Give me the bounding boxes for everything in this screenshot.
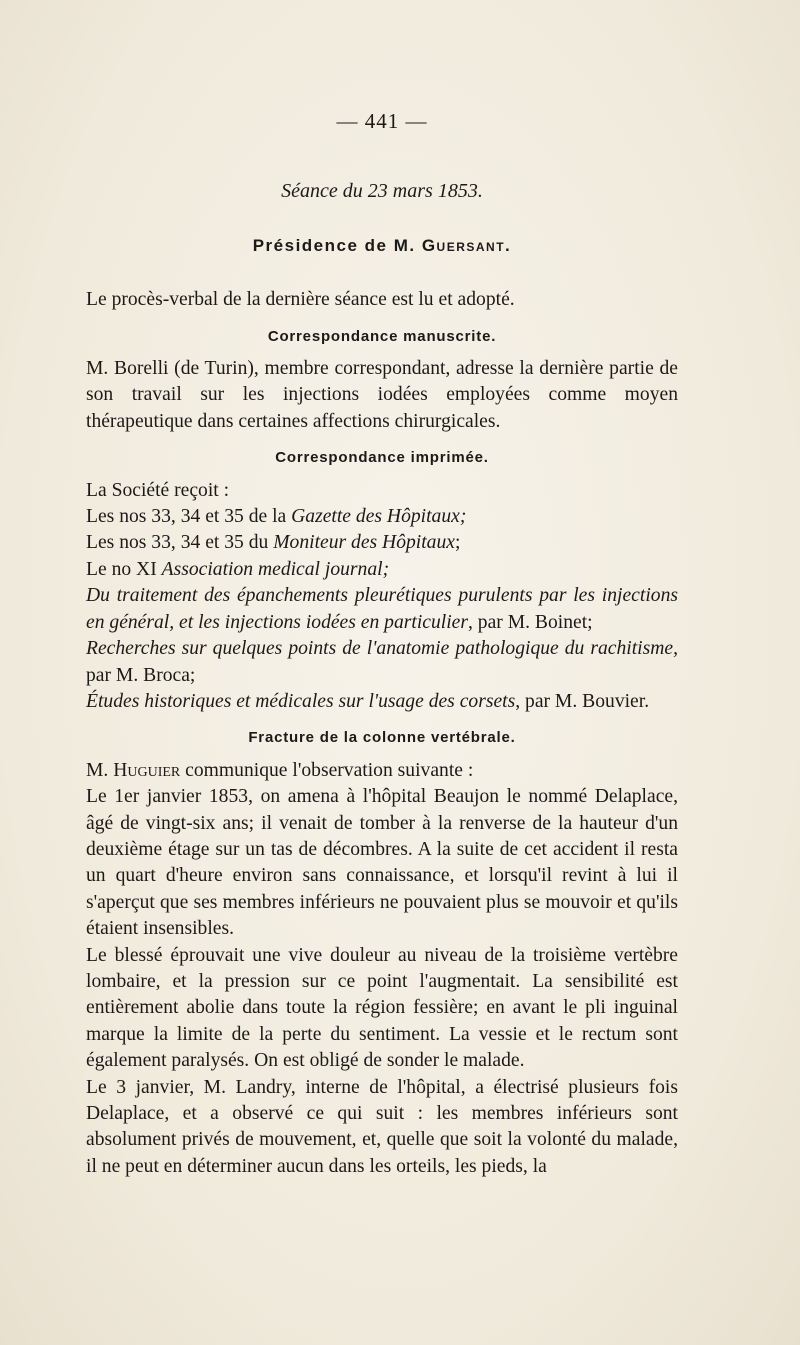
- session-title: Séance du 23 mars 1853.: [281, 180, 483, 203]
- printed-item-post: par M. Broca;: [86, 664, 196, 686]
- printed-item-post: , par M. Bouvier.: [515, 690, 650, 712]
- fracture-paragraph: Le 1er janvier 1853, on amena à l'hôpital Beaujon le nommé Delaplace, âgé de vingt-six ans; il venait de tomber à la renverse de la hauteur d'un deuxième étage sur un tas de décombres. A la suite de cet accident il resta un quart d'heure environ sans connaissance, et lorsqu'il revint à lui il s'aperçut que ses membres inférieurs ne pouvaient plus se mouvoir et qu'ils étaient insensibles.: [86, 786, 678, 940]
- printed-items-list: [86, 504, 678, 715]
- page-number: — 441 —: [336, 109, 428, 133]
- handwritten-correspondence-heading: Correspondance manuscrite.: [267, 327, 497, 345]
- printed-item-title: Études historiques et médicales sur l'usage des corsets: [86, 690, 516, 712]
- printed-item: [86, 557, 678, 583]
- printed-item-title: Gazette des Hôpitaux;: [291, 506, 467, 528]
- presidency-heading: [86, 233, 678, 259]
- text-column: [86, 108, 678, 1180]
- printed-item: [86, 504, 678, 530]
- printed-correspondence-heading: Correspondance imprimée.: [275, 449, 489, 467]
- fracture-intro-prefix: M.: [86, 759, 109, 781]
- printed-item: [86, 583, 678, 636]
- printed-item-title: Recherches sur quelques points de l'anatomie pathologique du rachitisme,: [86, 638, 678, 660]
- printed-item-title: Du traitement des épanchements pleurétiques purulents par les injections en général, et les injections iodées en particulier: [86, 585, 678, 633]
- handwritten-correspondence-text: M. Borelli (de Turin), membre correspondant, adresse la dernière partie de son travail sur les injections iodées employées comme moyen thérapeutique dans certaines affections chirurgicales.: [86, 358, 678, 432]
- printed-item-title: Moniteur des Hôpitaux: [273, 532, 455, 554]
- printed-correspondence-intro: La Société reçoit :: [86, 479, 230, 501]
- presidency-prefix: Présidence de M.: [252, 235, 416, 255]
- printed-item-post: ;: [454, 532, 461, 554]
- fracture-intro-rest: communique l'observation suivante :: [180, 759, 474, 781]
- printed-item-pre: Le no XI: [86, 558, 162, 580]
- printed-item: [86, 636, 678, 689]
- fracture-paragraph: Le 3 janvier, M. Landry, interne de l'hôpital, a électrisé plusieurs fois Delaplace, et a observé ce qui suit : les membres inférieurs sont absolument privés de mouvement, et, quelle que soit la volonté du malade, il ne peut en déterminer aucun dans les orteils, les pieds, la: [86, 1076, 678, 1177]
- printed-item: [86, 689, 678, 715]
- fracture-intro-name: Huguier: [113, 759, 181, 781]
- presidency-name: Guersant.: [421, 235, 512, 255]
- fracture-intro: [86, 758, 678, 784]
- fracture-paragraph: Le blessé éprouvait une vive douleur au niveau de la troisième vertèbre lombaire, et la pression sur ce point l'augmentait. La sensibilité est entièrement abolie dans toute la région fessière; en avant le pli inguinal marque la limite de la perte du sentiment. La vessie et le rectum sont également paralysés. On est obligé de sonder le malade.: [86, 944, 678, 1072]
- fracture-heading: Fracture de la colonne vertébrale.: [248, 729, 516, 747]
- printed-item-title: Association medical journal;: [161, 558, 390, 580]
- printed-item-post: , par M. Boinet;: [467, 611, 593, 633]
- minutes-paragraph: Le procès-verbal de la dernière séance est lu et adopté.: [86, 289, 515, 311]
- printed-item-pre: Les nos 33, 34 et 35 de la: [86, 506, 292, 528]
- printed-item-pre: Les nos 33, 34 et 35 du: [86, 532, 274, 554]
- printed-item: [86, 530, 678, 556]
